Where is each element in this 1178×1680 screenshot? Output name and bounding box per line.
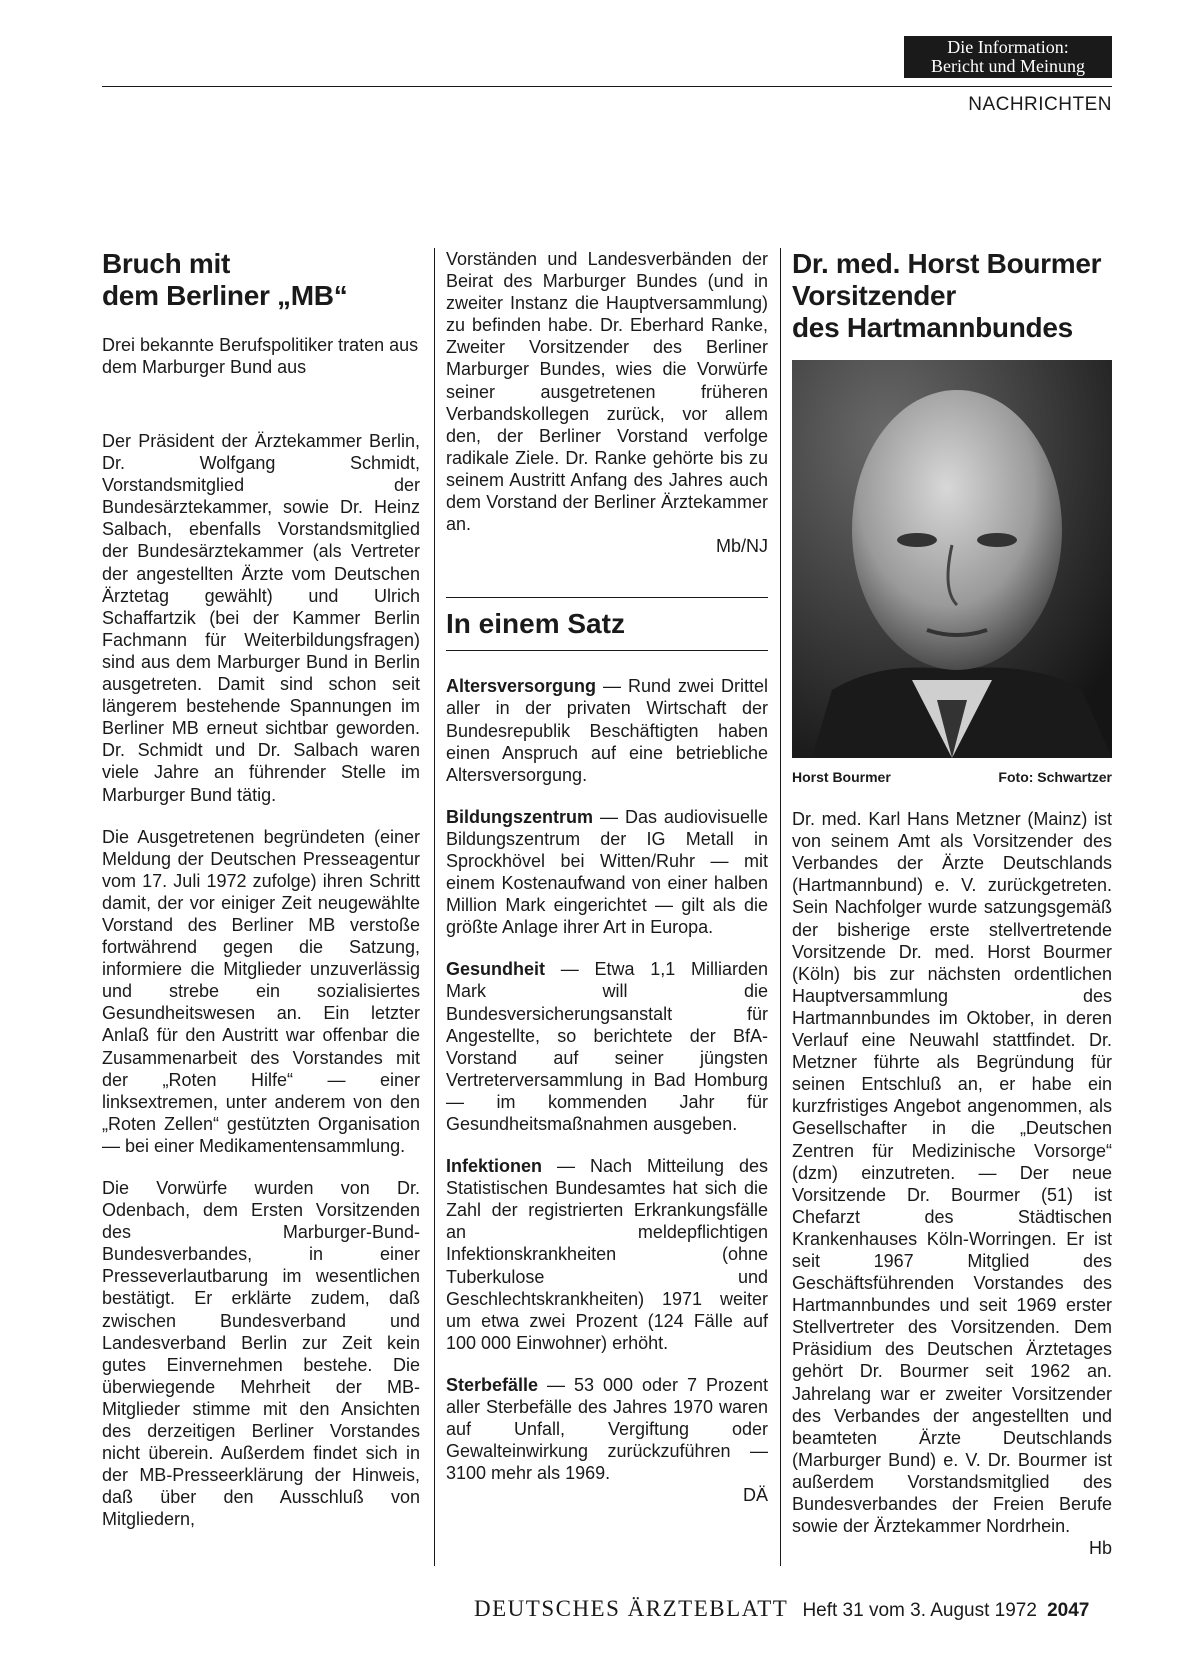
page-number: 2047 [1047,1600,1090,1621]
in-einem-satz-title: In einem Satz [446,608,625,640]
article-paragraph: Die Vorwürfe wurden von Dr. Odenbach, dem Ersten Vorsitzenden des Marburger-Bund-Bundesverbandes, in einer Presseverlautbarung im wesentlichen bestätigt. Er erklärte zudem, daß zwischen Bundesverband und Landesverband Berlin zur Zeit kein gutes Einvernehmen bestehe. Die überwiegende Mehrheit der MB-Mitglieder stimme mit den Ansichten des derzeitigen Berliner Vorstandes nicht überein. Außerdem findet sich in der MB-Presseerklärung der Hinweis, daß über den Ausschluß von Mitgliedern, [102,1178,420,1530]
section-rule [446,597,768,598]
article-paragraph: Die Ausgetretenen begründeten (einer Meldung der Deutschen Presseagentur vom 17. Juli 1972 zufolge) ihren Schritt damit, der vor einiger Zeit neugewählte Vorstand des Berliner MB verstoße fortwährend gegen die Satzung, informiere die Mitglieder unzuverlässig und strebe ein sozialisiertes Gesundheitswesen an. Ein letzter Anlaß für den Austritt war offenbar die Zusammenarbeit des Vorstandes mit der „Roten Hilfe“ — einer linksextremen, unter anderem von den „Roten Zellen“ gestützten Organisation — bei einer Medikamentensammlung. [102,826,420,1156]
news-item-text: — 53 000 oder 7 Prozent aller Sterbefälle des Jahres 1970 waren auf Unfall, Vergiftung oder Gewalteinwirkung zurückzuführen — 3100 mehr als 1969. [446,1374,768,1484]
header-box-line2: Bericht und Meinung [931,56,1085,76]
article-paragraph: Der Präsident der Ärztekammer Berlin, Dr. Wolfgang Schmidt, Vorstandsmitglied der Bundesärztekammer, sowie Dr. Heinz Salbach, ebenfalls Vorstandsmitglied der Bundesärztekammer (als Vertreter der angestellten Ärzte vom Deutschen Ärztetag gewählt) und Ulrich Schaffartzik (bei der Kammer Berlin Fachmann für Weiterbildungsfragen) sind aus dem Marburger Bund in Berlin ausgetreten. Damit sind schon seit längerem bestehende Spannungen im Berliner MB erneut sichtbar geworden. Dr. Schmidt und Dr. Salbach waren viele Jahre an führender Stelle im Marburger Bund tätig. [102,431,420,805]
header-box-line1: Die Information: [947,37,1069,57]
article-bourmer-column [792,248,1112,1559]
news-item-keyword: Infektionen [446,1156,543,1177]
headline-line: Dr. med. Horst Bourmer [792,248,1102,279]
news-item [446,806,768,939]
caption-name: Horst Bourmer [792,769,891,785]
article-bruch-subheadline: Drei bekannte Berufspolitiker traten aus dem Marburger Bund aus [102,335,419,377]
news-item-text: — Das audiovisuelle Bildungszentrum der IG Metall in Sprockhövel bei Witten/Ruhr — mit einem Kostenaufwand von einer halben Million Mark eingerichtet — gilt als die größte Anlage ihrer Art in Europa. [446,806,768,938]
article-signature: Hb [1088,1538,1112,1559]
section-label: NACHRICHTEN [968,94,1112,115]
column-divider-2 [780,248,781,1566]
article-paragraph: Dr. med. Karl Hans Metzner (Mainz) ist von seinem Amt als Vorsitzender des Verbandes der Ärzte Deutschlands (Hartmannbund) e. V. zurückgetreten. Sein Nachfolger wurde satzungsgemäß der bisherige erste stellvertretende Vorsitzende Dr. med. Horst Bourmer (Köln) bis zur nächsten ordentlichen Hauptversammlung des Hartmannbundes im Oktober, in deren Verlauf eine Neuwahl stattfindet. Dr. Metzner führte als Begründung für seinen Entschluß an, er habe ein kurzfristiges Angebot angenommen, als Gesellschafter in die „Deutschen Zentren für Medizinische Vorsorge“ (dzm) einzutreten. — Der neue Vorsitzende Dr. Bourmer (51) ist Chefarzt des Städtischen Krankenhauses Köln-Worringen. Er ist seit 1967 Mitglied des Geschäftsführenden Vorstandes des Hartmannbundes und seit 1969 erster Stellvertreter des Vorsitzenden. Dem Präsidium des Deutschen Ärztetages gehört Dr. Bourmer seit 1962 an. Jahrelang war er zweiter Vorsitzender des Verbandes der angestellten und beamteten Ärzte Deutschlands (Marburger Bund) e. V. Dr. Bourmer ist außerdem Vorstandsmitglied des Bundesverbandes der Freien Berufe sowie der Ärztekammer Nordrhein. [792,809,1112,1537]
header-rule [102,86,1112,87]
column-divider-1 [434,248,435,1566]
middle-column [446,248,768,1507]
news-item [446,1155,768,1354]
headline-line: Vorsitzender [792,280,956,311]
portrait-illustration [792,360,1112,758]
article-bruch-headline [102,248,420,312]
header-box [904,36,1112,78]
issue-info: Heft 31 vom 3. August 1972 [802,1600,1037,1621]
news-item [446,675,768,785]
headline-line: dem Berliner „MB“ [102,280,348,311]
photo-caption [792,766,1112,788]
page-footer [474,1596,1089,1622]
article-bourmer-headline [792,248,1112,344]
magazine-name: DEUTSCHES ÄRZTEBLATT [474,1596,789,1621]
news-item-keyword: Gesundheit [446,959,546,980]
news-item-text: — Rund zwei Drittel aller in der privaten Wirtschaft der Bundesrepublik Beschäftigten haben einen Anspruch auf eine betriebliche Altersversorgung. [446,676,768,785]
portrait-photo [792,360,1112,758]
article-signature: Mb/NJ [715,536,768,557]
news-item [446,1374,768,1484]
news-item-keyword: Altersversorgung [446,676,597,697]
news-item-text: — Nach Mitteilung des Statistischen Bundesamtes hat sich die Zahl der registrierten Erkrankungsfälle an meldepflichtigen Infektionskrankheiten (ohne Tuberkulose und Geschlechtskrankheiten) 1971 weiter um etwa zwei Prozent (124 Fälle auf 100 000 Einwohner) erhöht. [446,1156,768,1353]
news-item-keyword: Bildungszentrum [446,806,593,827]
news-item [446,958,768,1135]
article-paragraph: Vorständen und Landesverbänden der Beirat des Marburger Bundes (und in zweiter Instanz die Hauptversammlung) zu befinden habe. Dr. Eberhard Ranke, Zweiter Vorsitzender des Berliner Marburger Bundes, wies die Vorwürfe seiner ausgetretenen früheren Verbandskollegen zurück, vor allem den, der Berliner Vorstand verfolge radikale Ziele. Dr. Ranke gehörte bis zu seinem Austritt Anfang des Jahres auch dem Vorstand der Berliner Ärztekammer an. [446,249,768,535]
news-signature: DÄ [742,1485,768,1506]
news-item-keyword: Sterbefälle [446,1374,539,1395]
headline-line: Bruch mit [102,248,230,279]
news-item-text: — Etwa 1,1 Milliarden Mark will die Bundesversicherungsanstalt für Angestellte, so berichtete der BfA-Vorstand auf seiner jüngsten Vertreterversammlung in Bad Homburg — im kommenden Jahr für Gesundheitsmaßnahmen ausgeben. [446,959,768,1134]
caption-credit: Foto: Schwartzer [998,769,1112,785]
headline-line: des Hartmannbundes [792,312,1073,343]
article-bruch-column [102,248,420,1531]
